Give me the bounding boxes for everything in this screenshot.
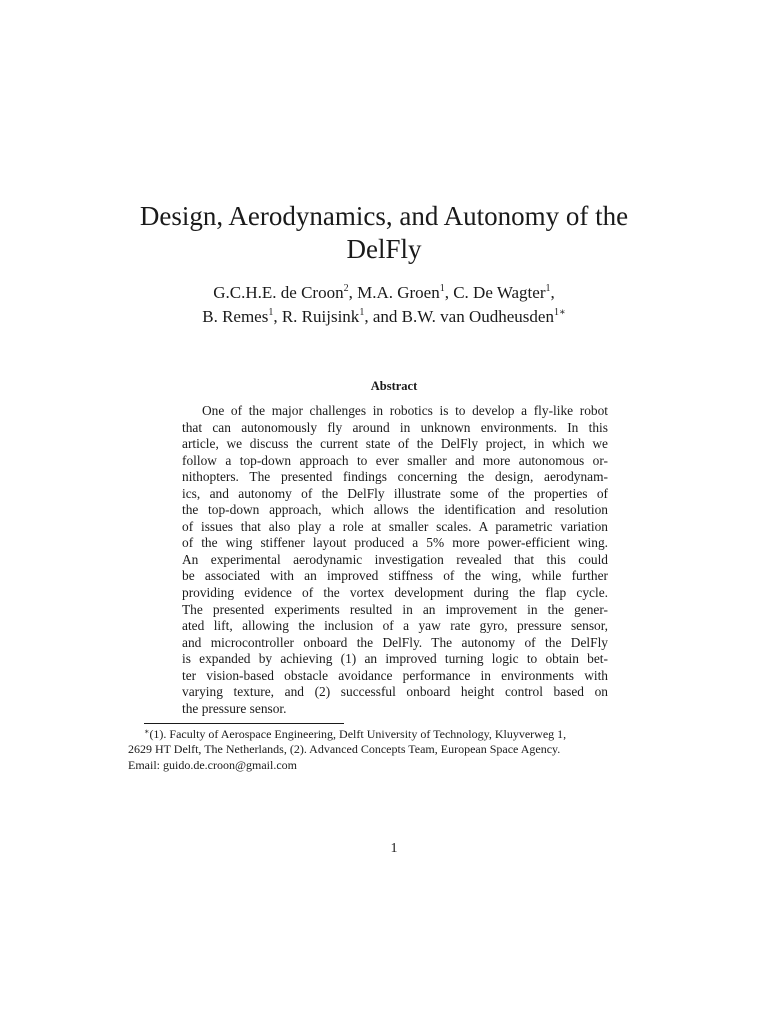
abstract-line: An experimental aerodynamic investigation revealed that this could xyxy=(182,551,608,567)
abstract-line: is expanded by achieving (1) an improved turning logic to obtain bet- xyxy=(182,651,608,667)
abstract-line: be associated with an improved stiffness of the wing, while further xyxy=(182,568,608,584)
author-name: R. Ruijsink xyxy=(281,307,360,326)
title-line: Design, Aerodynamics, and Autonomy of the xyxy=(139,201,629,231)
author-separator: , xyxy=(273,307,282,326)
abstract-line: ated lift, allowing the inclusion of a yaw rate gyro, pressure sensor, xyxy=(182,618,608,634)
affiliation-marker: 1 xyxy=(359,307,365,318)
author-name: B. Remes xyxy=(202,307,269,326)
affiliation-marker: 1 xyxy=(439,283,445,294)
author-name: C. De Wagter xyxy=(453,283,546,302)
page-number: 1 xyxy=(390,841,398,856)
affiliation-marker: 2 xyxy=(343,283,349,294)
abstract-line: of issues that also play a role at smaller scales. A parametric variation xyxy=(182,518,608,534)
abstract-heading: Abstract xyxy=(370,379,418,393)
abstract-line: The presented experiments resulted in an improvement in the gener- xyxy=(182,601,608,617)
author-list xyxy=(100,281,668,329)
footnote-text: (1). Faculty of Aerospace Engineering, Delft University of Technology, Kluyverweg 1, xyxy=(149,727,567,741)
abstract-line: ter vision-based obstacle avoidance performance in environments with xyxy=(182,667,608,683)
abstract-line: that can autonomously fly around in unknown environments. In this xyxy=(182,419,608,435)
author-separator: , xyxy=(444,283,454,302)
footnote xyxy=(128,727,644,773)
author-name: B.W. van Oudheusden xyxy=(401,307,554,326)
author-line xyxy=(100,305,668,329)
abstract-line: ics, and autonomy of the DelFly illustrate some of the properties of xyxy=(182,485,608,501)
abstract-line: the top-down approach, which allows the identification and resolution xyxy=(182,502,608,518)
abstract-line: and microcontroller onboard the DelFly. The autonomy of the DelFly xyxy=(182,634,608,650)
abstract-line: article, we discuss the current state of the DelFly project, in which we xyxy=(182,436,608,452)
footnote-line xyxy=(144,727,644,742)
paper-title xyxy=(100,200,668,266)
footnote-marker: ∗ xyxy=(144,727,150,736)
footnote-divider xyxy=(144,723,344,724)
affiliation-marker: 1 xyxy=(545,283,551,294)
abstract-line: One of the major challenges in robotics is to develop a fly-like robot xyxy=(202,403,608,418)
abstract-line: varying texture, and (2) successful onboard height control based on xyxy=(182,684,608,700)
author-name: G.C.H.E. de Croon xyxy=(213,283,344,302)
affiliation-marker: 1∗ xyxy=(553,307,566,318)
author-separator: , and xyxy=(364,307,402,326)
footnote-line: 2629 HT Delft, The Netherlands, (2). Advanced Concepts Team, European Space Agency. xyxy=(128,742,561,757)
title-line: DelFly xyxy=(346,234,422,264)
abstract-line: follow a top-down approach to ever smaller and more autonomous or- xyxy=(182,452,608,468)
author-separator: , xyxy=(348,283,358,302)
abstract-line: nithopters. The presented findings concerning the design, aerodynam- xyxy=(182,469,608,485)
footnote-email: Email: guido.de.croon@gmail.com xyxy=(128,757,298,772)
abstract-line: providing evidence of the vortex development during the flap cycle. xyxy=(182,585,608,601)
author-name: M.A. Groen xyxy=(357,283,440,302)
abstract-line: of the wing stiffener layout produced a 5% more power-efficient wing. xyxy=(182,535,608,551)
author-line xyxy=(100,281,668,305)
abstract-line: the pressure sensor. xyxy=(182,700,287,716)
abstract-body xyxy=(182,403,608,717)
affiliation-marker: 1 xyxy=(268,307,274,318)
author-separator: , xyxy=(550,283,555,302)
